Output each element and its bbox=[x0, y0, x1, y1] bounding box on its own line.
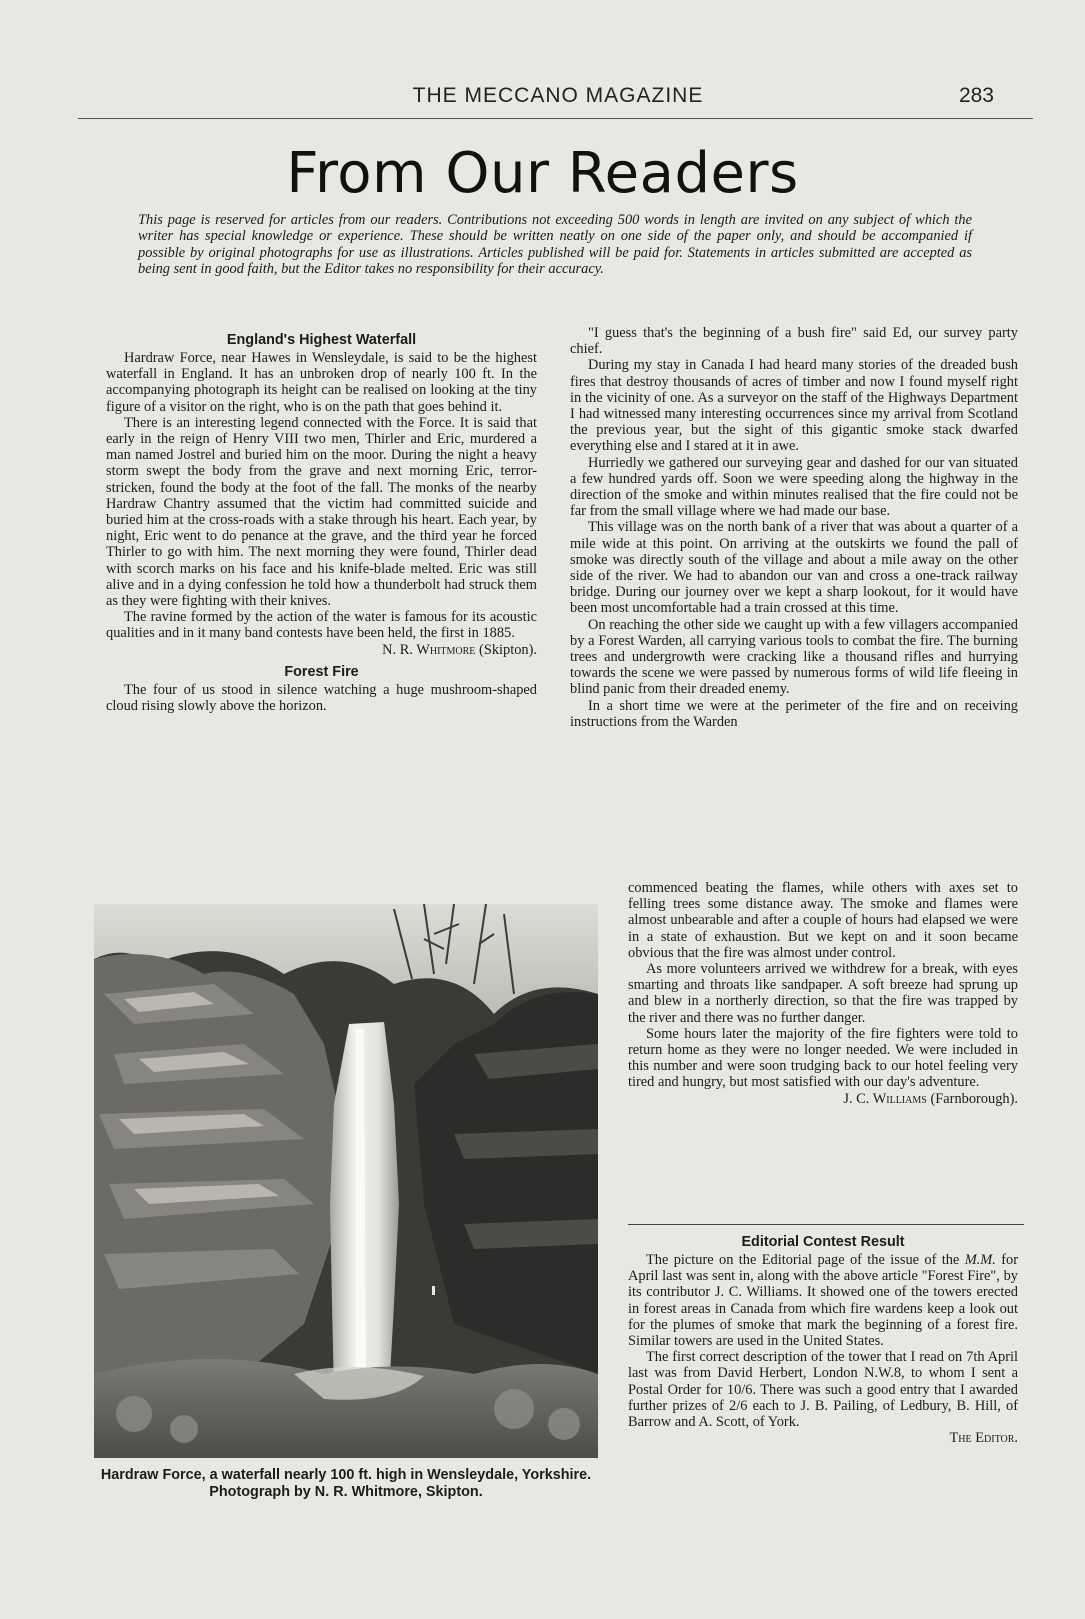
fire-paragraph: As more volunteers arrived we withdrew for a break, with eyes smarting and throats like sandpaper. A soft breeze had sprung up and blew in a northerly direction, so that the fire was trapped by the river and there was no further danger. bbox=[628, 961, 1018, 1026]
waterfall-paragraph: The ravine formed by the action of the water is famous for its acoustic qualities and in it many band contests have been held, the first in 1885. bbox=[106, 609, 537, 642]
right-column bbox=[570, 325, 1018, 730]
header-rule bbox=[78, 118, 1033, 119]
fire-paragraph: In a short time we were at the perimeter of the fire and on receiving instructions from the Warden bbox=[570, 697, 1018, 730]
page-number: 283 bbox=[958, 84, 994, 107]
fire-paragraph: The four of us stood in silence watching a huge mushroom-shaped cloud rising slowly above the horizon. bbox=[106, 681, 537, 715]
photo-caption: Hardraw Force, a waterfall nearly 100 ft. high in Wensleydale, Yorkshire. Photograph by N. R. Whitmore, Skipton. bbox=[100, 1467, 592, 1500]
editorial-paragraph: The first correct description of the tower that I read on 7th April last was from David Herbert, London N.W.8, to whom I sent a Postal Order for 10/6. There was such a good entry that I awarded further prizes of 2/6 each to J. B. Pailing, of Ledbury, B. Hill, of Barrow and A. Scott, of York. bbox=[628, 1349, 1018, 1431]
waterfall-illustration bbox=[94, 904, 598, 1458]
fire-paragraph: This village was on the north bank of a river that was about a quarter of a mile wide at this point. On arriving at the outskirts we found the pall of smoke was directly south of the village and about a mile away on the other side of the river. We had to abandon our van and cross a one-track railway bridge. During our journey over we kept a sharp lookout, for it would have been most uncomfortable had a train crossed at this time. bbox=[570, 519, 1018, 617]
editorial-text: for April last was sent in, along with the above article "Forest Fire", by its contributor J. C. Williams. It showed one of the towers erected in forest areas in Canada from which fire wardens keep a look out for the plumes of smoke that mark the beginning of a forest fire. Similar towers are used in the United States. bbox=[628, 1252, 1018, 1350]
editorial-text: The picture on the Editorial page of the issue of the bbox=[646, 1252, 965, 1268]
right-column-continued bbox=[628, 880, 1018, 1107]
fire-paragraph: Hurriedly we gathered our surveying gear and dashed for our van situated a few hundred yards off. Soon we were speeding along the highway in the direction of the smoke and within minutes realised that the fire could not be far from the small village where we had made our base. bbox=[570, 454, 1018, 520]
waterfall-signature bbox=[106, 642, 537, 658]
waterfall-paragraph: There is an interesting legend connected with the Force. It is said that early in the reign of Henry VIII two men, Thirler and Eric, murdered a man named Jostrel and buried him on the moor. During the night a heavy storm swept the body from the grave and next morning Eric, terror-stricken, found the body at the foot of the fall. The monks of the nearby Hardraw Chantry assumed that the victim had committed suicide and buried him at the cross-roads with a stake through his heart. Each year, by night, Eric went to do penance at the grave, and the third year he forced Thirler to go with him. The next morning they were found, Thirler dead with scorch marks on his face and his knife-blade melted. Eric was still alive and in a dying confession he told how a thunderbolt had struck them as they were fighting with their knives. bbox=[106, 414, 537, 610]
fire-signature bbox=[628, 1091, 1018, 1107]
waterfall-paragraph: Hardraw Force, near Hawes in Wensleydale, is said to be the highest waterfall in England. It has an unbroken drop of nearly 100 ft. In the accompanying photograph its height can be realised on looking at the tiny figure of a visitor on the right, who is on the path that goes behind it. bbox=[106, 350, 537, 415]
fire-paragraph: During my stay in Canada I had heard many stories of the dreaded bush fires that destroy thousands of acres of timber and now I found myself right in the vicinity of one. As a surveyor on the staff of the Highways Department I had witnessed many interesting occurrences since my arrival from Scotland the previous year, but the sight of this gigantic smoke stack dwarfed everything else and I stared at it in awe. bbox=[570, 357, 1018, 455]
fire-paragraph: "I guess that's the beginning of a bush fire" said Ed, our survey party chief. bbox=[570, 325, 1018, 358]
editor-name: The Editor. bbox=[949, 1430, 1018, 1447]
waterfall-heading: England's Highest Waterfall bbox=[226, 332, 417, 348]
left-column bbox=[106, 330, 537, 714]
waterfall-author-place: (Skipton). bbox=[479, 641, 537, 658]
running-head bbox=[78, 84, 1038, 112]
waterfall-author: N. R. Whitmore bbox=[382, 641, 476, 658]
editorial-paragraph bbox=[628, 1252, 1018, 1349]
intro-paragraph: This page is reserved for articles from our readers. Contributions not exceeding 500 words in length are invited on any subject of which the writer has special knowledge or experience. These should be written neatly on one side of the paper only, and should be accompanied if possible by original photographs for use as illustrations. Articles published will be paid for. Statements in articles submitted are accepted as being sent in good faith, but the Editor takes no responsibility for their accuracy. bbox=[138, 212, 972, 277]
fire-paragraph: commenced beating the flames, while others with axes set to felling trees some distance away. The smoke and flames were almost unbearable and after a couple of hours had elapsed we were in a state of exhaustion. But we kept on and it soon became obvious that the fire was almost under control. bbox=[628, 880, 1018, 961]
fire-paragraph: On reaching the other side we caught up with a few villagers accompanied by a Forest Warden, all carrying various tools to combat the fire. The burning trees and undergrowth were cracking like a thousand rifles and hurrying towards the scene we were passed by numerous forms of wild life fleeing in blind panic from their dreaded enemy. bbox=[570, 616, 1018, 698]
fire-paragraph: Some hours later the majority of the fire fighters were told to return home as they were no longer needed. We were included in this number and were soon trudging back to our hotel feeling very tired and hungry, but most satisfied with our day's adventure. bbox=[628, 1025, 1018, 1091]
section-divider bbox=[628, 1224, 1024, 1225]
editorial-section bbox=[628, 1232, 1018, 1446]
editorial-italic: M.M. bbox=[964, 1252, 996, 1268]
editorial-heading: Editorial Contest Result bbox=[741, 1234, 905, 1250]
page-title: From Our Readers bbox=[286, 141, 799, 206]
waterfall-photo bbox=[94, 904, 598, 1458]
editorial-signature bbox=[628, 1430, 1018, 1446]
fire-author: J. C. Williams bbox=[843, 1090, 927, 1107]
fire-heading: Forest Fire bbox=[284, 663, 359, 680]
magazine-title: THE MECCANO MAGAZINE bbox=[412, 84, 704, 107]
fire-author-place: (Farnborough). bbox=[930, 1090, 1018, 1107]
